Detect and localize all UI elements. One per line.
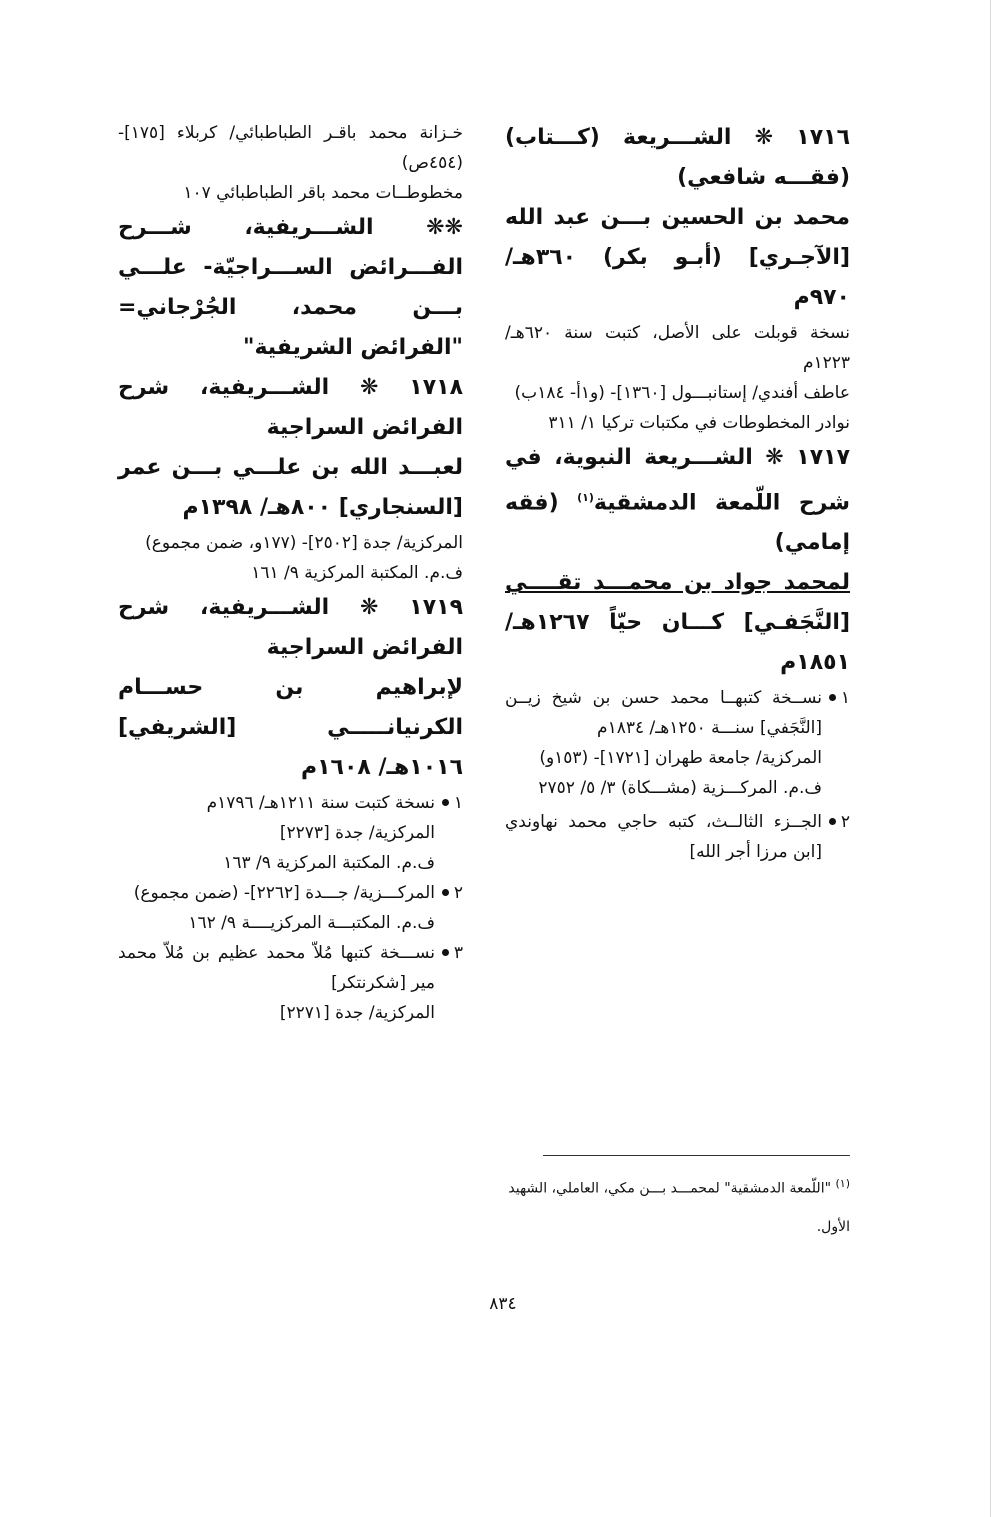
entry-1719-manuscript-3 (118, 938, 463, 1028)
manuscript-reference: ف.م. المكتبة المركزية ٩/ ١٦٣ (223, 853, 435, 873)
manuscript-location: المركزية/ جدة [٢٢٧٣] (279, 823, 435, 843)
entry-1718-desc-1: المركزية/ جدة [٢٥٠٢]- (١٧٧و، ضمن مجموع) (145, 533, 463, 553)
manuscript-number: ٢ (453, 883, 463, 903)
bullet-icon (829, 818, 836, 825)
entry-1717-author-rest: [النَّجَفـي] كـــان حيّاً ١٢٦٧هـ/ ١٨٥١م (505, 610, 850, 676)
entry-1718-desc-2: ف.م. المكتبة المركزية ٩/ ١٦١ (251, 563, 463, 583)
entry-1717-title-subject: (فقه إمامي) (505, 490, 850, 556)
entry-1716-desc-2: عاطف أفندي/ إستانبـــول [١٣٦٠]- (و١أ- ١٨٤ب) (514, 383, 850, 403)
manuscript-number: ٣ (453, 943, 463, 963)
entry-1718-author-name: لعبـــد الله بن علـــي بـــن عمر (118, 455, 463, 480)
left-column (118, 118, 463, 1028)
manuscript-number: ١ (453, 793, 463, 813)
footnote-separator (543, 1155, 850, 1156)
entry-1719-author (118, 668, 463, 788)
entry-1719-manuscript-2 (118, 878, 463, 938)
entry-1716-author-rest: [الآجـري] (أبـو بكر) ٣٦٠هـ/ ٩٧٠م (505, 245, 850, 310)
continuation-line-2: مخطوطــات محمد باقر الطباطبائي ١٠٧ (183, 183, 463, 203)
entry-1718-title: ١٧١٨ ❋ الشـــريفية، شرح الفرائض السراجية (118, 375, 463, 440)
entry-1716-desc-3: نوادر المخطوطات في مكتبات تركيا ١/ ٣١١ (548, 413, 850, 433)
manuscript-text: نســخة كتبهــا محمد حسن بن شيخ زيــن [النَّجَفي] سنـــة ١٢٥٠هـ/ ١٨٣٤م (505, 688, 822, 739)
entry-1717-manuscript-1 (505, 683, 850, 803)
footnote-ref-1: (١) (577, 491, 594, 504)
manuscript-text: المركـــزية/ جـــدة [٢٢٦٢]- (ضمن مجموع) (133, 883, 435, 903)
bullet-icon (829, 694, 836, 701)
entry-1719-author-rest: [الشريفي] ١٠١٦هـ/ ١٦٠٨م (118, 715, 463, 780)
bullet-icon (442, 889, 449, 896)
manuscript-text: نســـخة كتبها مُلاّ محمد عظيم بن مُلاّ محمد مير [شكرنتكر] (118, 943, 435, 993)
manuscript-reference: ف.م. المركـــزية (مشـــكاة) ٣/ ٥/ ٢٧٥٢ (538, 778, 822, 799)
entry-1717-title-main: ١٧١٧ ❋ الشـــريعة النبوية، في شرح اللّمعة الدمشقية (505, 445, 850, 516)
manuscript-number: ١ (840, 688, 850, 709)
manuscript-number: ٢ (840, 812, 850, 833)
entry-1716-title: ١٧١٦ ❋ الشـــريعة (كـــتاب) (فقـــه شافعي) (505, 125, 850, 190)
entry-1717-author-name: لمحمد جواد بن محمـــد تقــــي (505, 570, 850, 596)
right-column (505, 118, 850, 867)
continuation-line-1: خـزانة محمد باقـر الطباطبائي/ كربلاء [١٧٥]- (٤٥٤ص) (118, 123, 463, 173)
manuscript-location: المركزية/ جدة [٢٢٧١] (279, 1003, 435, 1023)
entry-1716-desc-1: نسخة قوبلت على الأصل، كتبت سنة ٦٢٠هـ/ ١٢٢٣م (505, 323, 850, 373)
page-number: ٨٣٤ (489, 1294, 517, 1314)
entry-1716-author (505, 198, 850, 318)
manuscript-text: نسخة كتبت سنة ١٢١١هـ/ ١٧٩٦م (206, 793, 435, 813)
cross-reference: ❋❋ الشـــريفية، شـــرح الفـــرائض الســـراجيّة- علـــي بـــن محمد، الجُرْجاني= "الفرائض الشريفية" (118, 215, 463, 360)
entry-1716-author-name: محمد بن الحسين بـــن عبد الله (505, 205, 850, 230)
entry-1717-manuscript-2 (505, 807, 850, 867)
entry-1719-title: ١٧١٩ ❋ الشـــريفية، شرح الفرائض السراجية (118, 595, 463, 660)
entry-1717-title (505, 438, 850, 563)
entry-1717-author (505, 563, 850, 683)
bullet-icon (442, 799, 449, 806)
entry-1719-manuscript-1 (118, 788, 463, 878)
footnote-text: "اللّمعة الدمشقية" لمحمـــد بـــن مكي، العاملي، الشهيد الأول. (508, 1180, 850, 1235)
page-edge-line (990, 0, 991, 1517)
manuscript-location: المركزية/ جامعة طهران [١٧٢١]- (١٥٣و) (539, 748, 822, 769)
footnote-marker: (١) (835, 1177, 850, 1190)
manuscript-reference: ف.م. المكتبـــة المركزيــــة ٩/ ١٦٢ (188, 913, 435, 933)
entry-1718-author-rest: [السنجاري] ٨٠٠هـ/ ١٣٩٨م (182, 495, 463, 520)
footnote (505, 1165, 850, 1246)
entry-1719-author-name: لإبراهيم بن حســـام الكرنيانـــــي (118, 675, 463, 740)
entry-1718-author (118, 448, 463, 528)
bullet-icon (442, 949, 449, 956)
manuscript-text: الجــزء الثالــث، كتبه حاجي محمد نهاوندي [ابن مرزا أجر الله] (505, 812, 822, 863)
